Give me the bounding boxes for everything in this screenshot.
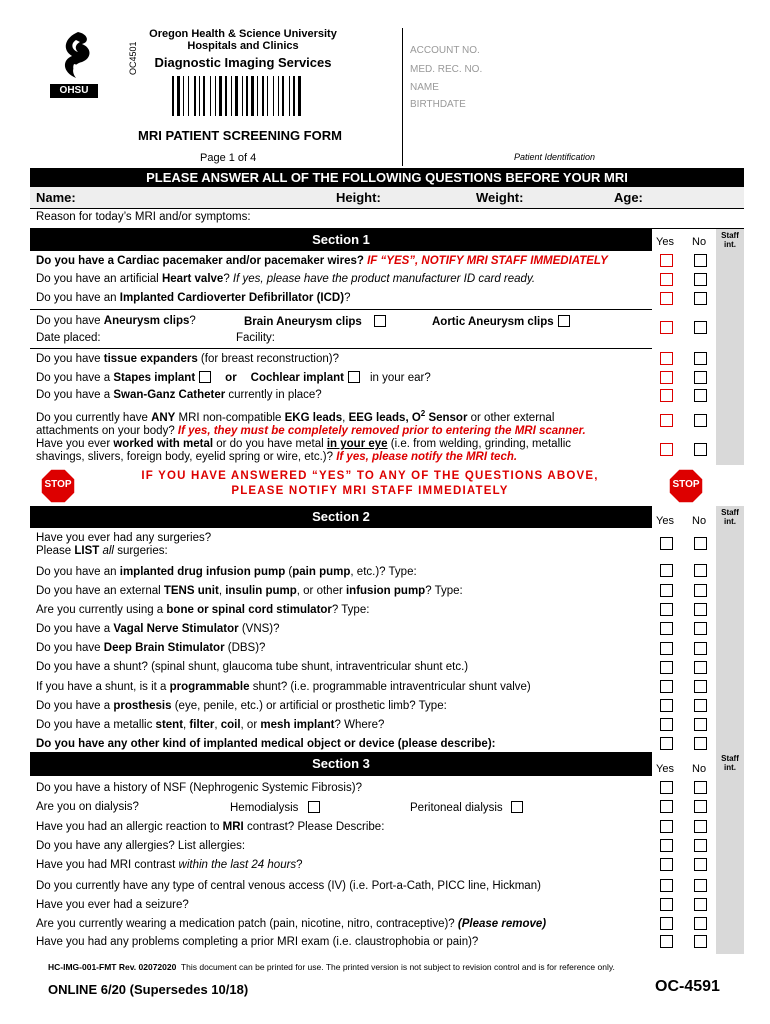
s1-q-aneurysm: Do you have Aneurysm clips? — [36, 315, 196, 327]
s3-q-recent-contrast: Have you had MRI contrast within the last 24 hours? — [36, 859, 303, 871]
s2-q9-yes[interactable] — [660, 699, 673, 712]
s2-q5-yes[interactable] — [660, 622, 673, 635]
s1-ekg-no[interactable] — [694, 414, 707, 427]
s2-q-surgeries: Have you ever had any surgeries? Please LIST all surgeries: — [36, 532, 212, 557]
s2-q3-yes[interactable] — [660, 584, 673, 597]
med-rec-no-label: MED. REC. NO. — [410, 64, 483, 75]
barcode-bar — [278, 76, 279, 116]
s2-q1-no[interactable] — [694, 537, 707, 550]
barcode-bar — [210, 76, 211, 116]
age-field-label[interactable]: Age: — [614, 190, 643, 205]
s2-q8-yes[interactable] — [660, 680, 673, 693]
s2-q7-yes[interactable] — [660, 661, 673, 674]
warning-message: IF YOU HAVE ANSWERED “YES” TO ANY OF THE QUESTIONS ABOVE, PLEASE NOTIFY MRI STAFF IMMEDIATELY — [141, 470, 599, 497]
yes-column-header: Yes — [656, 236, 674, 248]
yes-column-header-s2: Yes — [656, 515, 674, 527]
s1-heart-valve-yes[interactable] — [660, 273, 673, 286]
s3-q-allergic-reaction: Have you had an allergic reaction to MRI contrast? Please Describe: — [36, 821, 385, 833]
s2-q6-no[interactable] — [694, 642, 707, 655]
s3-q1-yes[interactable] — [660, 781, 673, 794]
s3-q6-no[interactable] — [694, 879, 707, 892]
barcode-bar — [257, 76, 258, 116]
barcode-bar — [172, 76, 174, 116]
s3-q-venous-access: Do you currently have any type of central venous access (IV) (i.e. Port-a-Cath, PICC line, Hickman) — [36, 880, 541, 892]
s2-q-programmable-shunt: If you have a shunt, is it a programmable shunt? (i.e. programmable intraventricular shunt valve) — [36, 681, 531, 693]
barcode-bar — [225, 76, 227, 116]
patient-identification-label: Patient Identification — [514, 152, 596, 162]
s3-q-dialysis: Are you on dialysis? — [36, 801, 139, 813]
s3-q9-yes[interactable] — [660, 935, 673, 948]
s3-q6-yes[interactable] — [660, 879, 673, 892]
online-version: ONLINE 6/20 (Supersedes 10/18) — [48, 982, 249, 997]
s2-q-tens: Do you have an external TENS unit, insulin pump, or other infusion pump? Type: — [36, 585, 463, 597]
s3-q-allergies: Do you have any allergies? List allergies: — [36, 840, 246, 852]
s1-q-icd: Do you have an Implanted Cardioverter Defibrillator (ICD)? — [36, 292, 351, 304]
s2-q10-no[interactable] — [694, 718, 707, 731]
brain-aneurysm-option[interactable]: Brain Aneurysm clips — [244, 315, 390, 329]
barcode-bar — [282, 76, 284, 116]
stop-sign-left: STOP — [40, 468, 76, 509]
birthdate-label: BIRTHDATE — [410, 99, 466, 110]
peritoneal-dialysis-option[interactable]: Peritoneal dialysis — [410, 801, 527, 815]
barcode-bar — [188, 76, 189, 116]
staff-column-s3 — [716, 752, 744, 954]
barcode-bar — [219, 76, 222, 116]
section3-header: Section 3 — [30, 752, 652, 776]
weight-field-label[interactable]: Weight: — [476, 190, 524, 205]
height-field-label[interactable]: Height: — [336, 190, 381, 205]
hemodialysis-option[interactable]: Hemodialysis — [230, 801, 324, 815]
s2-q-stent: Do you have a metallic stent, filter, coil, or mesh implant? Where? — [36, 719, 385, 731]
s1-ekg-yes[interactable] — [660, 414, 673, 427]
barcode-bar — [251, 76, 254, 116]
department-name: Diagnostic Imaging Services — [154, 55, 332, 70]
s2-q6-yes[interactable] — [660, 642, 673, 655]
s1-tissue-yes[interactable] — [660, 352, 673, 365]
s2-q11-yes[interactable] — [660, 737, 673, 750]
yes-column-header-s3: Yes — [656, 763, 674, 775]
form-number: OC-4591 — [655, 978, 720, 995]
s1-q-stapes-cochlear: Do you have a Stapes implant or Cochlear implant in your ear? — [36, 372, 431, 384]
no-column-header: No — [692, 236, 707, 248]
stapes-checkbox[interactable] — [199, 371, 211, 383]
s2-q10-yes[interactable] — [660, 718, 673, 731]
s1-metal-no[interactable] — [694, 443, 707, 456]
s1-q-swan-ganz: Do you have a Swan-Ganz Catheter currently in place? — [36, 389, 322, 401]
barcode-bar — [177, 76, 180, 116]
section1-header: Section 1 — [30, 229, 652, 251]
s2-q-bone-stimulator: Are you currently using a bone or spinal cord stimulator? Type: — [36, 604, 370, 616]
s1-pacemaker-yes[interactable] — [660, 254, 673, 267]
s2-q-other-implant: Do you have any other kind of implanted medical object or device (please describe): — [36, 738, 496, 750]
s1-q-pacemaker: Do you have a Cardiac pacemaker and/or pacemaker wires? IF “YES”, NOTIFY MRI STAFF IMMEDIATELY — [36, 255, 608, 267]
s1-q-heart-valve: Do you have an artificial Heart valve? If yes, please have the product manufacturer ID card ready. — [36, 273, 536, 285]
s2-q4-yes[interactable] — [660, 603, 673, 616]
s1-aneurysm-no[interactable] — [694, 321, 707, 334]
barcode-bar — [215, 76, 216, 116]
barcode-bar — [246, 76, 248, 116]
s2-q1-yes[interactable] — [660, 537, 673, 550]
s1-stapes-yes[interactable] — [660, 371, 673, 384]
s2-q-infusion-pump: Do you have an implanted drug infusion pump (pain pump, etc.)? Type: — [36, 566, 417, 578]
brain-aneurysm-checkbox[interactable] — [374, 315, 386, 327]
page-number: Page 1 of 4 — [200, 152, 257, 164]
s2-q9-no[interactable] — [694, 699, 707, 712]
staff-column-s2 — [716, 506, 744, 752]
account-no-label: ACCOUNT NO. — [410, 45, 480, 56]
name-field-label[interactable]: Name: — [36, 190, 76, 205]
s1-q-ekg-leads: Do you currently have ANY MRI non-compatible EKG leads, EEG leads, $O^2$ Sensor or other external attachments on your body? If yes, they must be completely removed prior to entering the MRI scanner. — [36, 409, 586, 437]
barcode-bar — [183, 76, 184, 116]
s3-q-medication-patch: Are you currently wearing a medication patch (pain, nicotine, nitro, contraceptive)? (Please remove) — [36, 918, 547, 930]
s2-q-dbs: Do you have Deep Brain Stimulator (DBS)? — [36, 642, 266, 654]
s3-q4-yes[interactable] — [660, 839, 673, 852]
barcode-bar — [289, 76, 290, 116]
barcode-bar — [262, 76, 264, 116]
barcode-bar — [235, 76, 238, 116]
barcode-bar — [267, 76, 268, 116]
s1-q-metal: Have you ever worked with metal or do you have metal in your eye (i.e. from welding, grinding, metallic shavings, slivers, foreign body, eyelid spring or wire, etc.)? If yes, please notify the MRI tech. — [36, 438, 571, 463]
s3-q9-no[interactable] — [694, 935, 707, 948]
s1-swan-ganz-no[interactable] — [694, 389, 707, 402]
barcode-bar — [199, 76, 200, 116]
s2-q8-no[interactable] — [694, 680, 707, 693]
s1-icd-no[interactable] — [694, 292, 707, 305]
s2-q-shunt: Do you have a shunt? (spinal shunt, glaucoma tube shunt, intraventricular shunt etc.) — [36, 661, 469, 673]
no-column-header-s3: No — [692, 763, 707, 775]
s3-q-seizure: Have you ever had a seizure? — [36, 899, 189, 911]
s1-icd-yes[interactable] — [660, 292, 673, 305]
s2-q4-no[interactable] — [694, 603, 707, 616]
s2-q2-no[interactable] — [694, 564, 707, 577]
s1-q-tissue-expanders: Do you have tissue expanders (for breast reconstruction)? — [36, 353, 339, 365]
s3-q-prior-mri: Have you had any problems completing a prior MRI exam (i.e. claustrophobia or pain)? — [36, 936, 479, 948]
s1-pacemaker-no[interactable] — [694, 254, 707, 267]
s2-q-prosthesis: Do you have a prosthesis (eye, penile, etc.) or artificial or prosthetic limb? Type: — [36, 700, 447, 712]
s1-tissue-no[interactable] — [694, 352, 707, 365]
cochlear-checkbox[interactable] — [348, 371, 360, 383]
date-placed-label[interactable]: Date placed: — [36, 332, 101, 344]
s3-q2-no[interactable] — [694, 800, 707, 813]
barcode-bar — [242, 76, 243, 116]
s1-metal-yes[interactable] — [660, 443, 673, 456]
barcode-bar — [231, 76, 232, 116]
s3-q7-yes[interactable] — [660, 898, 673, 911]
s3-q3-no[interactable] — [694, 820, 707, 833]
s2-q3-no[interactable] — [694, 584, 707, 597]
s3-q-nsf: Do you have a history of NSF (Nephrogenic Systemic Fibrosis)? — [36, 782, 362, 794]
s2-q-vns: Do you have a Vagal Nerve Stimulator (VNS)? — [36, 623, 280, 635]
barcode-bar — [298, 76, 301, 116]
s1-aneurysm-yes[interactable] — [660, 321, 673, 334]
barcode — [172, 76, 342, 116]
instructions-banner: PLEASE ANSWER ALL OF THE FOLLOWING QUESTIONS BEFORE YOUR MRI — [30, 168, 744, 187]
barcode-bar — [273, 76, 274, 116]
footer-note: HC-IMG-001-FMT Rev. 02072020 This document can be printed for use. The printed version is not subject to revision control and is for reference only. — [48, 962, 615, 972]
s3-q1-no[interactable] — [694, 781, 707, 794]
no-column-header-s2: No — [692, 515, 707, 527]
s3-q5-yes[interactable] — [660, 858, 673, 871]
barcode-bar — [194, 76, 196, 116]
s3-q3-yes[interactable] — [660, 820, 673, 833]
stop-sign-right: STOP — [668, 468, 704, 509]
name-id-label: NAME — [410, 82, 439, 93]
reason-field-label[interactable]: Reason for today’s MRI and/or symptoms: — [36, 211, 251, 223]
s3-q5-no[interactable] — [694, 858, 707, 871]
s2-q2-yes[interactable] — [660, 564, 673, 577]
s3-q8-no[interactable] — [694, 917, 707, 930]
s3-q8-yes[interactable] — [660, 917, 673, 930]
s3-q2-yes[interactable] — [660, 800, 673, 813]
s3-q7-no[interactable] — [694, 898, 707, 911]
s1-stapes-no[interactable] — [694, 371, 707, 384]
staff-int-header: Staff int. — [721, 231, 739, 249]
barcode-bar — [293, 76, 295, 116]
form-title: MRI PATIENT SCREENING FORM — [138, 128, 342, 143]
facility-label[interactable]: Facility: — [236, 332, 275, 344]
s2-q7-no[interactable] — [694, 661, 707, 674]
logo-text: OHSU — [50, 84, 98, 98]
aortic-aneurysm-checkbox[interactable] — [558, 315, 570, 327]
s2-q11-no[interactable] — [694, 737, 707, 750]
staff-int-header-s3: Staff int. — [721, 754, 739, 772]
s1-swan-ganz-yes[interactable] — [660, 389, 673, 402]
s3-q4-no[interactable] — [694, 839, 707, 852]
aortic-aneurysm-option[interactable]: Aortic Aneurysm clips — [432, 315, 574, 329]
s2-q5-no[interactable] — [694, 622, 707, 635]
header-divider — [402, 28, 403, 166]
organization-name: Oregon Health & Science University Hospitals and Clinics — [149, 28, 337, 52]
staff-int-header-s2: Staff int. — [721, 508, 739, 526]
s1-heart-valve-no[interactable] — [694, 273, 707, 286]
barcode-bar — [203, 76, 205, 116]
section2-header: Section 2 — [30, 506, 652, 528]
peritoneal-checkbox[interactable] — [511, 801, 523, 813]
staff-column-s1 — [716, 229, 744, 465]
vertical-code: OC4501 — [128, 41, 138, 75]
hemodialysis-checkbox[interactable] — [308, 801, 320, 813]
